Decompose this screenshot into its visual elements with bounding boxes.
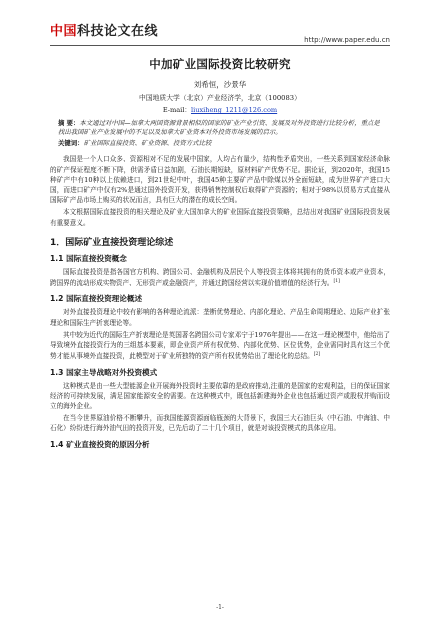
- paper-body: [50, 56, 390, 453]
- intro-paragraph-2: 本文根据国际直接投资的相关理论及矿业大国加拿大的矿业国际直接投资策略，总结出对我国矿业国际投资发展有重要意义。: [50, 208, 390, 227]
- section-1-3-heading: 1.3 国家主导战略对外投资模式: [50, 367, 158, 377]
- section-1-4-heading: 1.4 矿业直接投资的原因分析: [50, 439, 150, 449]
- section-1-2-text-2: 其中较为近代的国际生产折衷理论是英国著名跨国公司专家邓宁于1976年提出——在这一理论模型中，他给出了导致境外直接投资行为的三组基本要素，即企业资产所有权优势、内部化优势、区位优势，企业需同时具有这三个优势才能从事境外直接投资，此模型对于矿业所独特的资产所有权优势给出了理论化的总结。: [50, 330, 390, 361]
- keywords-text: 矿业国际直接投资、矿业资源、投资方式比较: [83, 139, 212, 148]
- section-1-2-paragraph-2: [50, 330, 390, 362]
- section-1-3-paragraph-1: 这种模式是由一些大型能源企业开展海外投资时主要依靠的是政府推动,注重的是国家的宏观利益，目的保证国家经济的可持续发展，满足国家能源安全的需要。在这种模式中，既包括新建海外企业也包括通过资产或股权并购而设立的海外企业。: [50, 381, 390, 411]
- section-1-1-heading: 1.1 国际直接投资概念: [50, 253, 127, 263]
- paper-affiliation: 中国地质大学（北京）产业经济学，北京（100083）: [139, 94, 301, 102]
- section-1-2-paragraph-1: 对外直接投资理论中较有影响的各种理论流派：垄断优势理论、内部化理论、产品生命周期理论、边际产业扩张理论和国际生产折衷理论等。: [50, 308, 390, 327]
- section-1-3-paragraph-2: 在当今世界原油价格不断攀升，而我国能源资源面临瓶颈的大背景下，我国三大石油巨头（中石油、中海油、中石化）纷纷进行海外油气田的投资开发，已先后动了二十几个项目，就是对该投资模式的具体应用。: [50, 414, 390, 433]
- abstract-label: 摘 要：: [58, 119, 80, 127]
- logo-red-text: 中国: [50, 24, 78, 39]
- logo-dark-text: 科技论文在线: [77, 24, 159, 39]
- citation-2: [2]: [313, 352, 321, 358]
- section-1-1-text: 国际直接投资是指各国官方机构、跨国公司、金融机构及居民个人等投资主体将其拥有的货币资本或产业资本，跨国界的流动形成实物资产、无形资产或金融资产，并通过跨国经营以实现价值增值的经济行为。: [50, 267, 390, 288]
- citation-1: [1]: [333, 279, 340, 285]
- section-1-1-paragraph: [50, 267, 390, 289]
- intro-paragraph-1: 我国是一个人口众多、资源相对不足的发展中国家，人均占有量少，结构性矛盾突出，一些关系到国家经济命脉的矿产保证程度不断下降，供需矛盾日益加剧，石油长期短缺，原材料矿产优势不足。据论证，到2020年，我国15种矿产中有10种以上依赖进口，到21世纪中叶，我国45种主要矿产品中除煤以外全面短缺，成为世界矿产进口大国，而进口矿产中仅有2%是通过国外投资开发，获得销售控制权后取得矿产资源的；相对于98%以贸易方式直接从国际矿产品市场上购买的状况而言，具有巨大的潜在的成长空间。: [50, 155, 390, 205]
- site-url[interactable]: http://www.paper.edu.cn: [304, 36, 390, 44]
- author-email-line: [50, 104, 390, 114]
- page-header: [0, 0, 440, 44]
- email-label: E-mail：: [162, 106, 191, 114]
- author-email-link[interactable]: liuxiheng_1211@126.com: [190, 106, 278, 114]
- header-divider: [50, 45, 390, 46]
- keywords-label: 关键词：: [58, 139, 84, 148]
- keywords: [58, 139, 382, 148]
- page-number: -1-: [216, 604, 224, 611]
- abstract: [58, 119, 382, 137]
- section-1-2-heading: 1.2 国际直接投资理论概述: [50, 294, 143, 304]
- section-1-heading: 1．国际矿业直接投资理论综述: [50, 237, 174, 248]
- abstract-text: 本文通过对中国—加拿大两国资源背景相似的国家的矿业产业引资、发展及对外投资进行比较分析，重点是找出我国矿业产业发展中的不足以及加拿大矿业资本对外投资市场发展的启示。: [58, 119, 380, 137]
- paper-title: 中加矿业国际投资比较研究: [149, 57, 291, 71]
- site-logo[interactable]: [50, 20, 158, 39]
- paper-authors: 刘希恒，沙景华: [193, 80, 247, 89]
